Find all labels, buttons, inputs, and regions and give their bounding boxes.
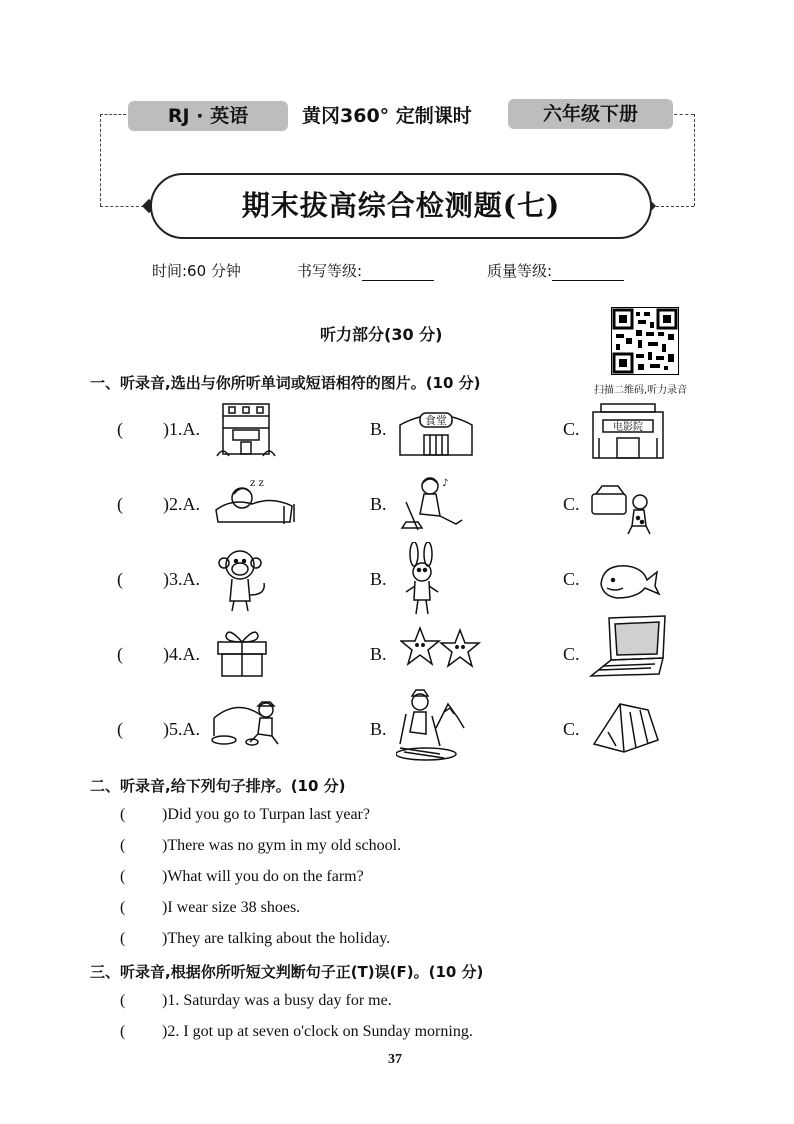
s3-sentence-2: )2. I got up at seven o'clock on Sunday morning. [162, 1023, 473, 1040]
qr-code-icon[interactable] [611, 307, 679, 375]
edition-badge: RJ · 英语 [128, 101, 288, 131]
grade-badge: 六年级下册 [508, 99, 673, 129]
stars-picture[interactable] [400, 624, 482, 676]
section1-title: 一、听录音,选出与你所听单词或短语相符的图片。(10 分) [90, 374, 481, 392]
s2-sentence-4: )I wear size 38 shoes. [162, 899, 301, 916]
q2-number: )2.A. [163, 494, 200, 514]
listening-part-title: 听力部分(30 分) [320, 325, 443, 344]
gift-box-picture[interactable] [214, 622, 270, 682]
header-dash-left [100, 114, 126, 115]
boy-skiing-picture[interactable] [396, 688, 466, 766]
q5-open-paren: ( [117, 719, 123, 739]
header-dash-right [674, 114, 694, 115]
q3-number: )3.A. [163, 569, 200, 589]
s2-open-paren-1: ( [120, 806, 126, 823]
s2-open-paren-3: ( [120, 868, 126, 885]
s2-open-paren-2: ( [120, 837, 126, 854]
q3-c-label: C. [563, 569, 580, 589]
s3-sentence-1: )1. Saturday was a busy day for me. [162, 992, 392, 1009]
q2-c-label: C. [563, 494, 580, 514]
page-title: 期末拔高综合检测题(七) [150, 173, 652, 239]
time-label: 时间:60 分钟 [152, 262, 241, 280]
header-dash-right-vertical [694, 114, 695, 206]
quality-grade-label: 质量等级: [487, 262, 553, 280]
section2-title: 二、听录音,给下列句子排序。(10 分) [90, 777, 346, 795]
qr-caption: 扫描二维码,听力录音 [594, 385, 688, 396]
header-dash-left-bottom [100, 206, 144, 207]
q4-c-label: C. [563, 644, 580, 664]
page-number: 37 [388, 1052, 402, 1067]
q1-b-label: B. [370, 419, 387, 439]
quality-grade [487, 260, 624, 281]
quality-grade-blank [552, 266, 624, 281]
q4-open-paren: ( [117, 644, 123, 664]
sleeping-boy-picture[interactable] [212, 476, 298, 532]
q3-b-label: B. [370, 569, 387, 589]
s2-open-paren-5: ( [120, 930, 126, 947]
boy-fishing-picture[interactable] [208, 696, 282, 752]
q5-number: )5.A. [163, 719, 200, 739]
writing-grade-label: 书写等级: [297, 262, 363, 280]
s2-sentence-2: )There was no gym in my old school. [162, 837, 402, 854]
writing-grade-blank [362, 266, 434, 281]
svg-text:z z: z z [250, 478, 264, 489]
header-dash-left-vertical [100, 114, 101, 206]
q4-b-label: B. [370, 644, 387, 664]
writing-grade [297, 260, 434, 281]
q4-number: )4.A. [163, 644, 200, 664]
boy-washing-clothes-picture[interactable] [588, 480, 660, 540]
q3-open-paren: ( [117, 569, 123, 589]
svg-text:♪: ♪ [442, 478, 449, 489]
school-building-picture[interactable] [215, 400, 277, 462]
s3-open-paren-1: ( [120, 992, 126, 1009]
q5-c-label: C. [563, 719, 580, 739]
cinema-picture[interactable] [589, 402, 667, 464]
s2-sentence-3: )What will you do on the farm? [162, 868, 364, 885]
girl-sweeping-picture[interactable] [400, 474, 466, 538]
s2-open-paren-4: ( [120, 899, 126, 916]
q1-open-paren: ( [117, 419, 123, 439]
s3-open-paren-2: ( [120, 1023, 126, 1040]
canteen-sign: 食堂 [425, 414, 447, 427]
laptop-picture[interactable] [589, 614, 669, 684]
s2-sentence-5: )They are talking about the holiday. [162, 930, 391, 947]
q2-open-paren: ( [117, 494, 123, 514]
q1-number: )1.A. [163, 419, 200, 439]
q2-b-label: B. [370, 494, 387, 514]
tent-picture[interactable] [592, 700, 660, 758]
brand-text: 黄冈360° 定制课时 [302, 105, 472, 127]
cinema-sign: 电影院 [613, 422, 643, 433]
canteen-picture[interactable] [396, 405, 476, 461]
rabbit-picture[interactable] [402, 542, 442, 622]
monkey-picture[interactable] [216, 545, 272, 619]
q5-b-label: B. [370, 719, 387, 739]
s2-sentence-1: )Did you go to Turpan last year? [162, 806, 370, 823]
section3-title: 三、听录音,根据你所听短文判断句子正(T)误(F)。(10 分) [90, 963, 484, 981]
q1-c-label: C. [563, 419, 580, 439]
header-dash-right-bottom [656, 206, 694, 207]
whale-picture[interactable] [597, 558, 661, 606]
